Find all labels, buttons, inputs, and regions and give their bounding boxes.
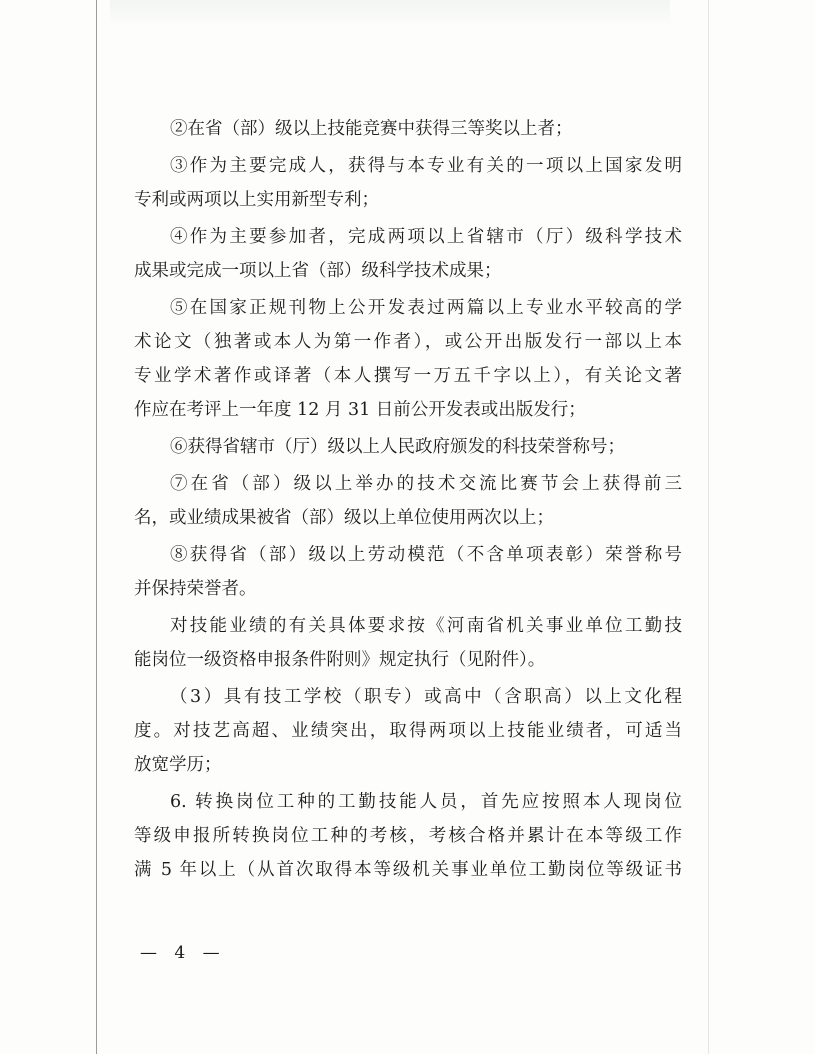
left-margin-rule xyxy=(96,0,97,1054)
text-line: 放宽学历； xyxy=(134,755,222,775)
text-line: ②在省（部）级以上技能竞赛中获得三等奖以上者； xyxy=(170,119,573,139)
text-line: ⑥获得省辖市（厅）级以上人民政府颁发的科技荣誉称号； xyxy=(170,437,625,457)
text-line: 度。对技艺高超、业绩突出，取得两项以上技能业绩者，可适当 xyxy=(134,721,682,741)
right-margin-rule xyxy=(708,0,709,1054)
text-line: 等级申报所转换岗位工种的考核，考核合格并累计在本等级工作 xyxy=(134,826,682,846)
text-line: ③作为主要完成人，获得与本专业有关的一项以上国家发明 xyxy=(170,156,682,176)
text-line: 名，或业绩成果被省（部）级以上单位使用两次以上； xyxy=(134,508,554,528)
text-line: 能岗位一级资格申报条件附则》规定执行（见附件）。 xyxy=(134,650,546,670)
text-line: 6. 转换岗位工种的工勤技能人员，首先应按照本人现岗位 xyxy=(170,792,682,812)
page-number: — 4 — xyxy=(140,943,226,963)
text-line: （3）具有技工学校（职专）或高中（含职高）以上文化程 xyxy=(170,687,682,707)
text-line: 作应在考评上一年度 12 月 31 日前公开发表或出版发行； xyxy=(134,400,586,420)
document-body xyxy=(134,112,682,887)
text-line: 成果或完成一项以上省（部）级科学技术成果； xyxy=(134,261,502,281)
text-line: ④作为主要参加者，完成两项以上省辖市（厅）级科学技术 xyxy=(170,227,682,247)
text-line: 并保持荣誉者。 xyxy=(134,579,257,599)
text-line: 术论文（独著或本人为第一作者），或公开出版发行一部以上本 xyxy=(134,332,682,352)
text-line: 专利或两项以上实用新型专利； xyxy=(134,190,379,210)
text-line: ⑦在省（部）级以上举办的技术交流比赛节会上获得前三 xyxy=(170,474,682,494)
text-line: ⑤在国家正规刊物上公开发表过两篇以上专业水平较高的学 xyxy=(170,298,682,318)
scan-top-shadow xyxy=(110,0,670,26)
text-line: 专业学术著作或译著（本人撰写一万五千字以上），有关论文著 xyxy=(134,366,682,386)
text-line: 满 5 年以上（从首次取得本等级机关事业单位工勤岗位等级证书 xyxy=(134,860,682,880)
text-line: 对技能业绩的有关具体要求按《河南省机关事业单位工勤技 xyxy=(170,616,682,636)
text-line: ⑧获得省（部）级以上劳动模范（不含单项表彰）荣誉称号 xyxy=(170,545,682,565)
